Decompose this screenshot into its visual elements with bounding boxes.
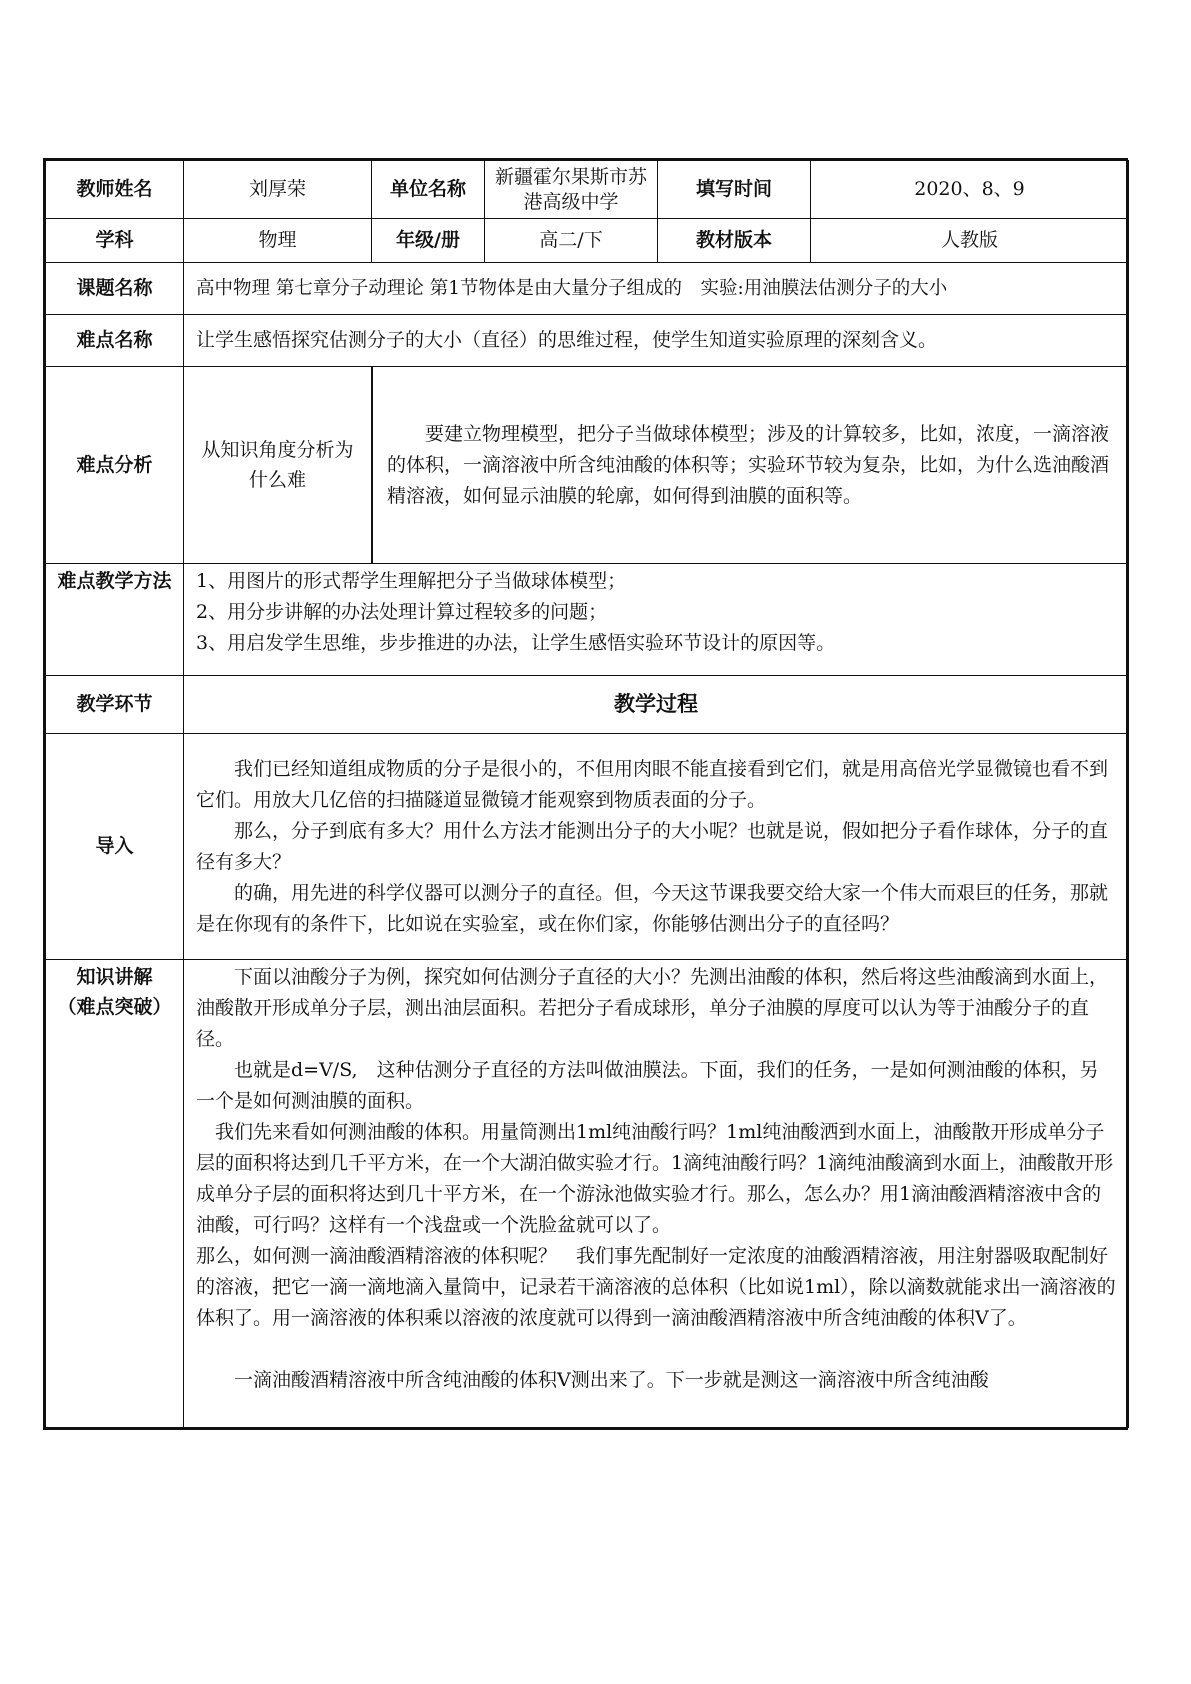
difficulty-label: 难点名称	[46, 315, 184, 367]
knowledge-paragraph: 我们先来看如何测油酸的体积。用量筒测出1ml纯油酸行吗？1ml纯油酸洒到水面上，油酸散开形成单分子层的面积将达到几千平方米，在一个大湖泊做实验才行。1滴纯油酸行吗？1滴纯油酸滴到水面上，油酸散开形成单分子层的面积将达到几十平方米，在一个游泳池做实验才行。那么，怎么办？用1滴油酸酒精溶液中含的油酸，可行吗？这样有一个浅盘或一个洗脸盆就可以了。	[196, 1121, 1114, 1236]
unit-label: 单位名称	[372, 161, 485, 219]
methods-list	[184, 564, 1129, 676]
knowledge-label	[46, 960, 184, 1428]
teacher-value: 刘厚荣	[184, 161, 372, 219]
topic-label: 课题名称	[46, 263, 184, 315]
knowledge-label-line1: 知识讲解	[76, 966, 153, 988]
intro-content	[184, 734, 1129, 960]
analysis-sub-label	[184, 367, 372, 563]
edition-label: 教材版本	[658, 219, 811, 263]
knowledge-paragraph: 那么，如何测一滴油酸酒精溶液的体积呢？ 我们事先配制好一定浓度的油酸酒精溶液，用注射器吸取配制好的溶液，把它一滴一滴地滴入量筒中，记录若干滴溶液的总体积（比如说1ml），除以滴数就能求出一滴溶液的体积了。用一滴溶液的体积乘以溶液的浓度就可以得到一滴油酸酒精溶液中所含纯油酸的体积V了。	[196, 1245, 1116, 1329]
difficulty-value: 让学生感悟探究估测分子的大小（直径）的思维过程，使学生知道实验原理的深刻含义。	[184, 315, 1129, 367]
method-item: 2、用分步讲解的办法处理计算过程较多的问题；	[196, 601, 608, 623]
analysis-label: 难点分析	[46, 367, 184, 564]
intro-paragraph: 的确，用先进的科学仪器可以测分子的直径。但，今天这节课我要交给大家一个伟大而艰巨的任务，那就是在你现有的条件下，比如说在实验室，或在你们家，你能够估测出分子的直径吗？	[196, 881, 1109, 935]
grade-value: 高二/下	[485, 219, 658, 263]
edition-value: 人教版	[811, 219, 1129, 263]
process-label: 教学过程	[184, 676, 1129, 734]
analysis-text: 要建立物理模型，把分子当做球体模型；涉及的计算较多，比如，浓度，一滴溶液的体积，一滴溶液中所含纯油酸的体积等；实验环节较为复杂，比如，为什么选油酸酒精溶液，如何显示油膜的轮廓，如何得到油膜的面积等。	[387, 422, 1110, 507]
knowledge-paragraph: 一滴油酸酒精溶液中所含纯油酸的体积V测出来了。下一步就是测这一滴溶液中所含纯油酸	[234, 1369, 989, 1391]
analysis-sub-label-text: 从知识角度分析为什么难	[201, 439, 354, 491]
intro-paragraph: 我们已经知道组成物质的分子是很小的，不但用肉眼不能直接看到它们，就是用高倍光学显微镜也看不到它们。用放大几亿倍的扫描隧道显微镜才能观察到物质表面的分子。	[196, 757, 1109, 811]
methods-label: 难点教学方法	[46, 564, 184, 676]
method-item: 1、用图片的形式帮学生理解把分子当做球体模型；	[196, 570, 627, 592]
knowledge-content	[184, 960, 1129, 1428]
analysis-cell	[184, 367, 1129, 564]
knowledge-paragraph: 也就是d=V/S, 这种估测分子直径的方法叫做油膜法。下面，我们的任务，一是如何测油酸的体积，另一个是如何测油膜的面积。	[196, 1059, 1099, 1112]
stage-label: 教学环节	[46, 676, 184, 734]
grade-label: 年级/册	[372, 219, 485, 263]
subject-label: 学科	[46, 219, 184, 263]
topic-value: 高中物理 第七章分子动理论 第1节物体是由大量分子组成的 实验:用油膜法估测分子的大小	[184, 263, 1129, 315]
teacher-label: 教师姓名	[46, 161, 184, 219]
date-label: 填写时间	[658, 161, 811, 219]
knowledge-paragraph: 下面以油酸分子为例，探究如何估测分子直径的大小？先测出油酸的体积，然后将这些油酸滴到水面上，油酸散开形成单分子层，测出油层面积。若把分子看成球形，单分子油膜的厚度可以认为等于油酸分子的直径。	[196, 966, 1109, 1050]
date-value: 2020、8、9	[811, 161, 1129, 219]
intro-paragraph: 那么，分子到底有多大？用什么方法才能测出分子的大小呢？也就是说，假如把分子看作球体，分子的直径有多大？	[196, 819, 1109, 873]
intro-label: 导入	[46, 734, 184, 960]
method-item: 3、用启发学生思维，步步推进的办法，让学生感悟实验环节设计的原因等。	[196, 632, 836, 654]
blank-line	[196, 1334, 1116, 1365]
analysis-text-cell	[372, 367, 1128, 563]
lesson-plan-table	[43, 158, 1128, 1430]
subject-value: 物理	[184, 219, 372, 263]
knowledge-label-line2: （难点突破）	[57, 996, 172, 1018]
unit-value: 新疆霍尔果斯市苏港高级中学	[485, 161, 658, 219]
